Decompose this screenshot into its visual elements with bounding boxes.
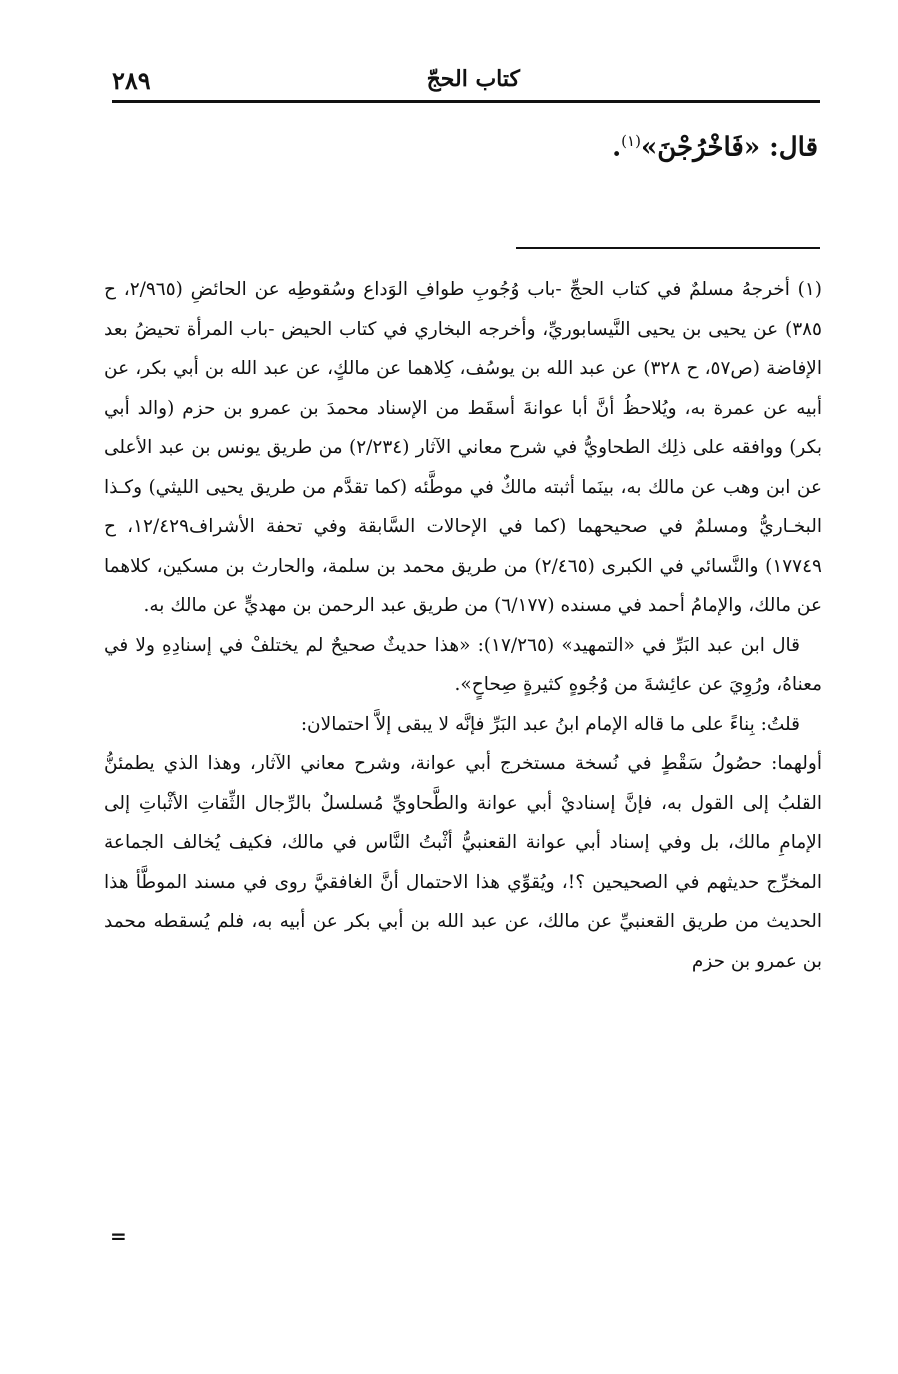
continuation-mark: =	[110, 1224, 127, 1248]
quote-text: «فَاخْرُجْنَ»	[640, 132, 761, 163]
footnote-paragraph: (١) أخرجهُ مسلمٌ في كتاب الحجِّ -باب وُجُوبِ طوافِ الوَداع وسُقوطِه عن الحائضِ (٢/٩٦٥، ح ٣٨٥) عن يحيى بن يحيى النَّيسابوريِّ، وأخرجه البخاري في كتاب الحيض -باب المرأة تحيضُ بعد الإفاضة (ص٥٧، ح ٣٢٨) عن عبد الله بن يوسُف، كِلاهما عن مالكٍ، عن عبد الله بن أبي بكر، عن أبيه عن عمرة به، ويُلاحظُ أنَّ أبا عوانةَ أسقَط من الإسناد محمدَ بن عمرو بن حزم (والد أبي بكر) ووافقه على ذلِك الطحاويُّ في شرح معاني الآثار (٢/٢٣٤) من طريق يونس بن عبد الأعلى عن ابن وهب عن مالك به، بينَما أثبته مالكٌ في موطَّئه (كما تقدَّم من طريق يحيى الليثي) وكـذا البخـاريُّ ومسلمٌ في صحيحهما (كما في الإحالات السَّابقة وفي تحفة الأشراف١٢/٤٢٩، ح ١٧٧٤٩) والنَّسائي في الكبرى (٢/٤٦٥) من طريق محمد بن سلمة، والحارث بن مسكين، كلاهما عن مالك، والإمامُ أحمد في مسنده (٦/١٧٧) من طريق عبد الرحمن بن مهديٍّ عن مالك به.	[104, 279, 823, 616]
main-text	[612, 132, 818, 163]
page-header	[112, 66, 820, 103]
footnote-paragraph: قال ابن عبد البَرِّ في «التمهيد» (١٧/٢٦٥): «هذا حديثٌ صحيحٌ لم يختلفْ في إسنادِهِ ولا في معناهُ، ورُوِيَ عن عائِشةَ من وُجُوهٍ كثيرةٍ صِحاحٍ».	[104, 634, 822, 695]
end-period: .	[612, 132, 622, 163]
footnote-ref: (١)	[621, 132, 641, 150]
page-number: ٢٨٩	[112, 66, 151, 95]
footnote-divider	[516, 247, 820, 249]
footnote-paragraph: قلتُ: بِناءً على ما قاله الإمام ابنُ عبد البَرِّ فإنَّه لا يبقى إلاَّ احتمالان:	[300, 713, 800, 735]
speaker-label: قال:	[769, 132, 818, 163]
footnote-paragraph: أولهما: حصُولُ سَقْطٍ في نُسخة مستخرج أبي عوانة، وشرح معاني الآثار، وهذا الذي يطمئنُّ القلبُ إلى القول به، فإنَّ إسناديْ أبي عوانة والطَّحاويِّ مُسلسلٌ بالرِّجال الثِّقاتِ الأثْباتِ إلى الإمامِ مالك، بل وفي إسناد أبي عوانة القعنبيُّ أثْبتُ النَّاس في مالك، فكيف يُخالف الجماعة المخرِّج حديثهم في الصحيحين ؟!، ويُقوِّي هذا الاحتمال أنَّ الغافقيَّ روى في مسند الموطَّأ هذا الحديث من طريق القعنبيِّ عن مالك، عن عبد الله بن أبي بكر عن أبيه به، فلم يُسقطه محمد بن عمرو بن حزم	[104, 753, 822, 972]
footnote-block	[104, 270, 822, 981]
page-title: كتاب الحجّ	[426, 66, 520, 92]
